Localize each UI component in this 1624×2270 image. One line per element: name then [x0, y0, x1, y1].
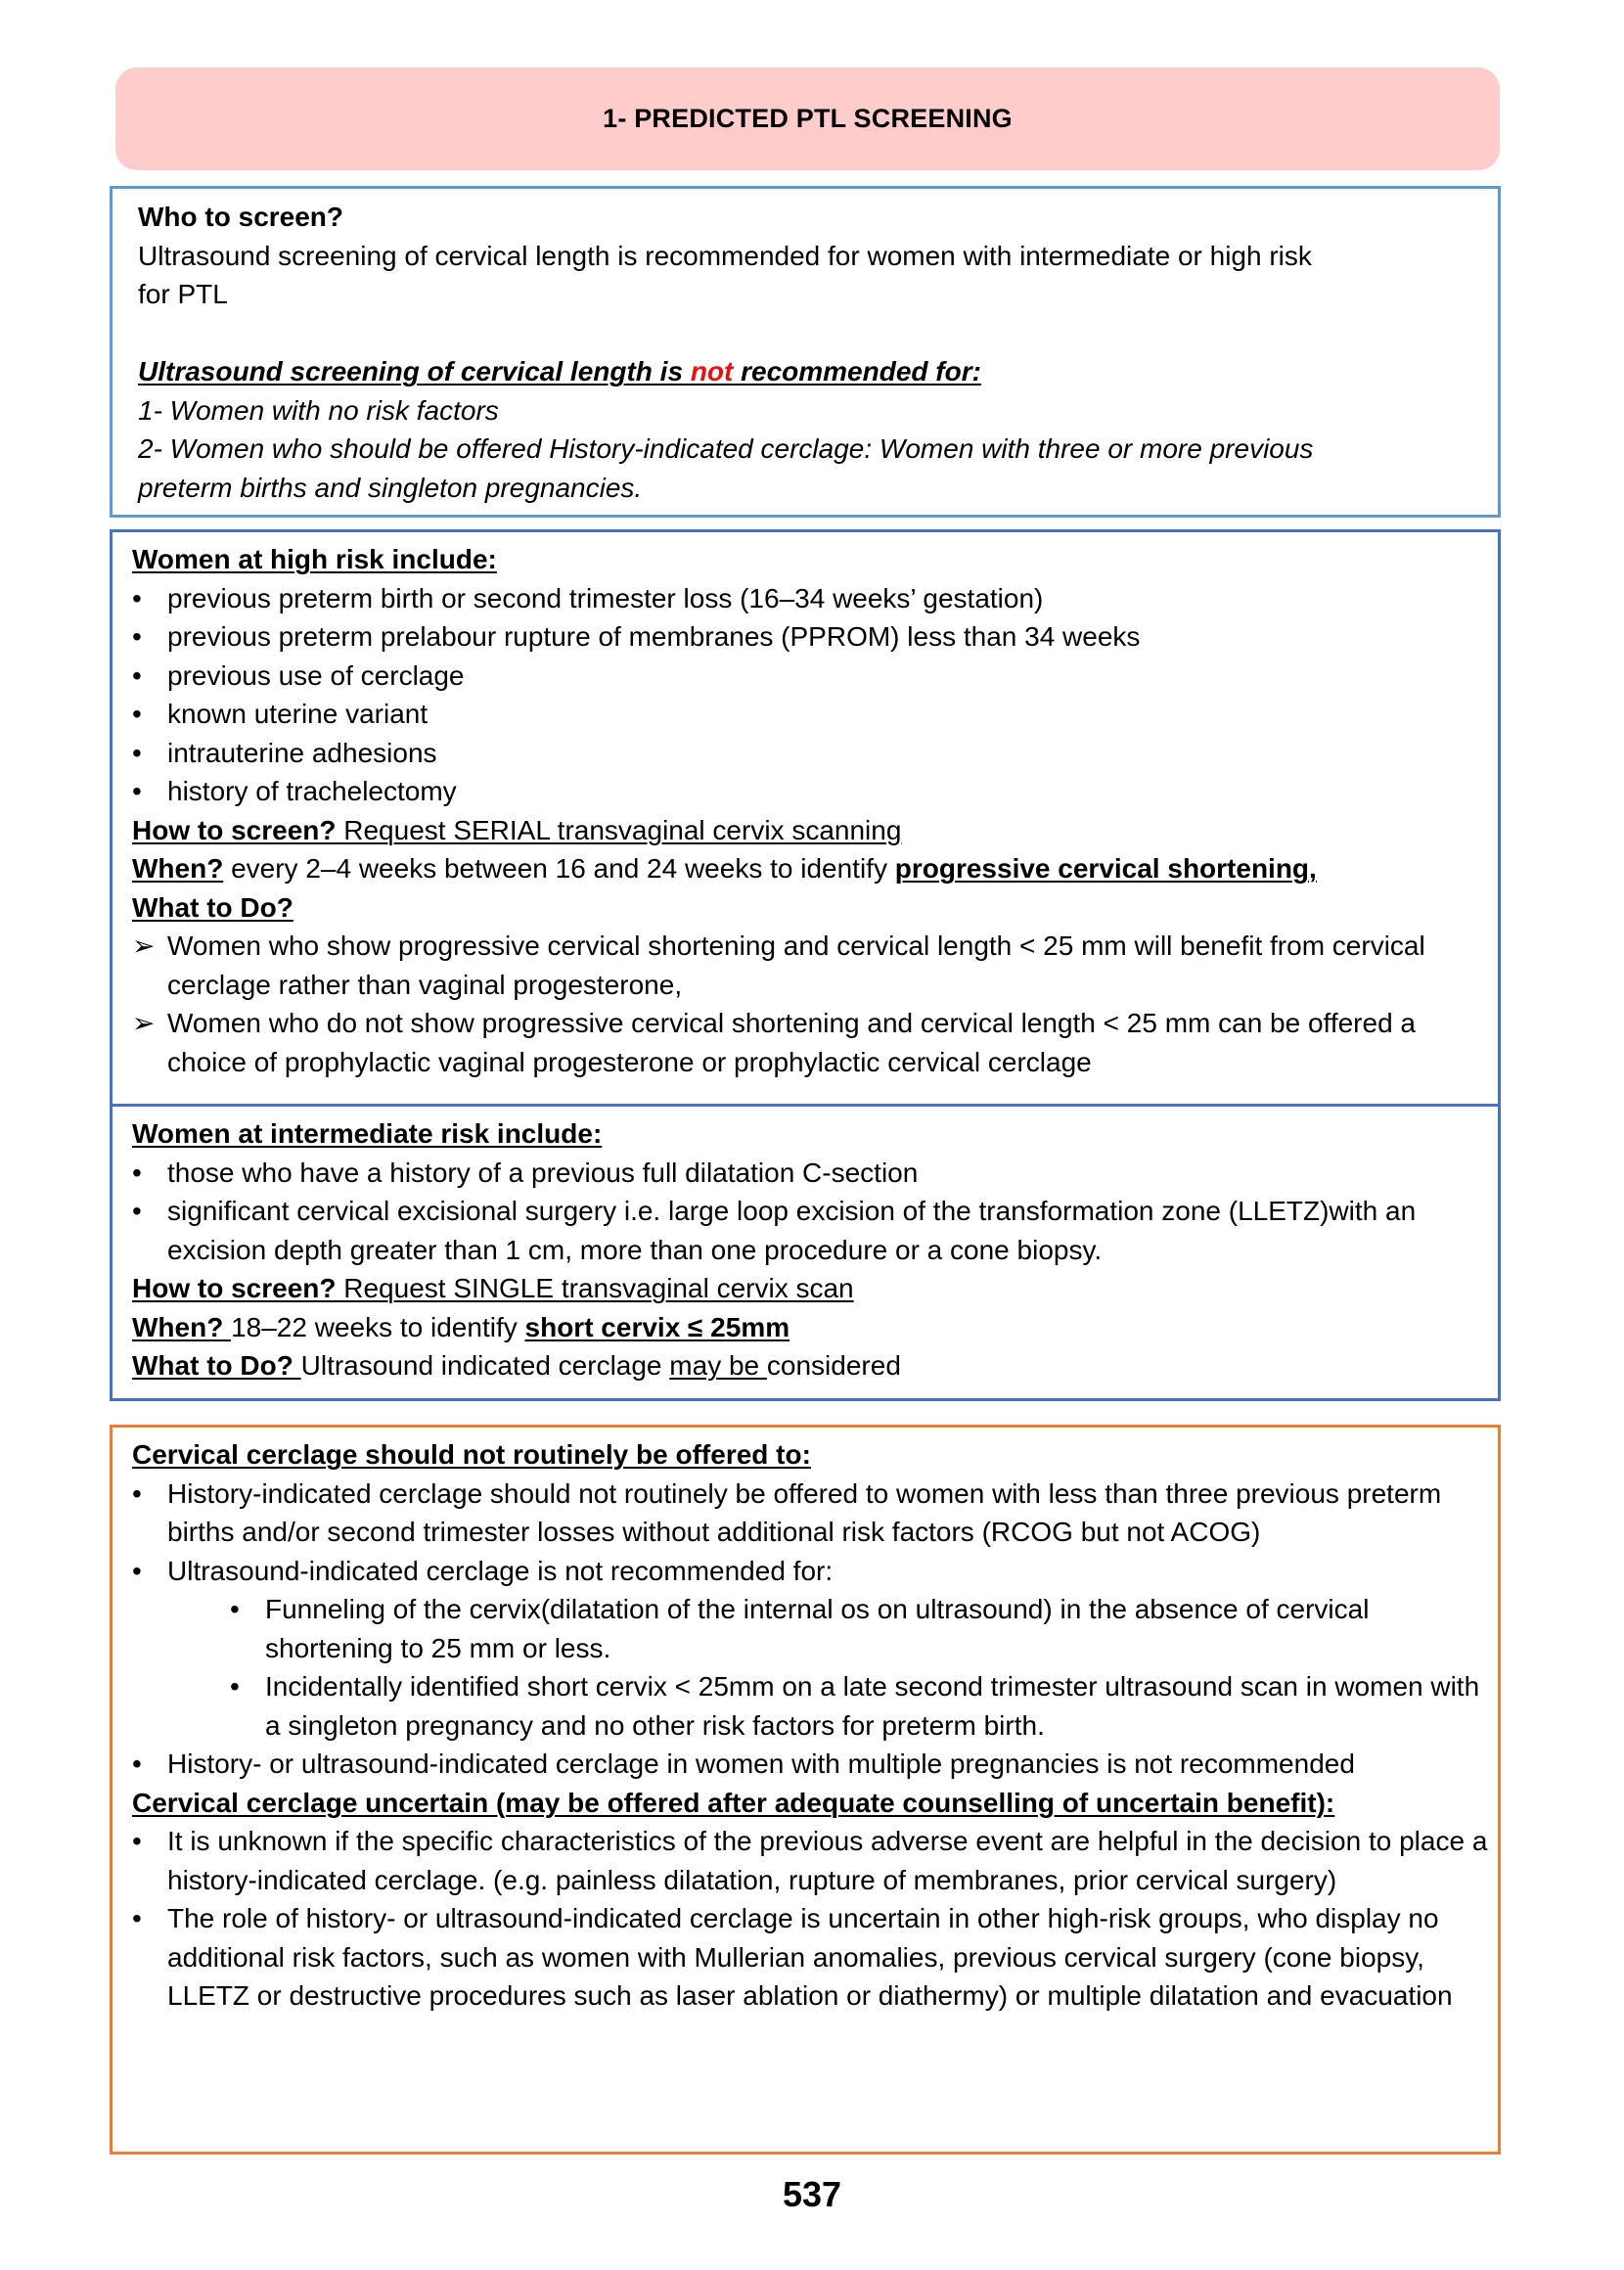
intermediate-when: When? 18–22 weeks to identify short cervix ≤ 25mm	[132, 1311, 790, 1342]
bullet-icon: •	[230, 1671, 240, 1702]
cerclage-box	[110, 1425, 1501, 2155]
intermediate-how-to-screen: How to screen? Request SINGLE transvaginal cervix scan	[132, 1273, 854, 1303]
bullet-icon: •	[132, 1157, 142, 1188]
high-risk-heading: Women at high risk include:	[132, 544, 497, 574]
action-item: ➢ Women who do not show progressive cervical shortening and cervical length < 25 mm can be offered a choice of prophylactic vaginal progesterone or prophylactic cervical cerclage	[132, 1004, 1488, 1081]
sub-list-item: • Incidentally identified short cervix < 25mm on a late second trimester ultrasound scan in women with a singleton pregnancy and no other risk factors for preterm birth.	[132, 1667, 1488, 1745]
bullet-icon: •	[132, 1826, 142, 1856]
list-item: • History- or ultrasound-indicated cerclage in women with multiple pregnancies is not recommended	[132, 1745, 1488, 1784]
not-recommended-heading: Ultrasound screening of cervical length is not recommended for:	[138, 356, 981, 386]
high-risk-when: When? every 2–4 weeks between 16 and 24 weeks to identify progressive cervical shortening,	[132, 853, 1317, 884]
list-item: • History-indicated cerclage should not routinely be offered to women with less than three previous preterm births and/or second trimester losses without additional risk factors (RCOG but not ACOG)	[132, 1475, 1488, 1552]
high-risk-what-to-do: What to Do?	[132, 891, 293, 923]
bullet-icon: •	[132, 737, 142, 768]
bullet-icon: •	[132, 776, 142, 806]
bullet-icon: •	[132, 1748, 142, 1779]
intermediate-risk-section	[113, 1107, 1498, 1385]
page-number: 537	[782, 2174, 842, 2214]
bullet-icon: •	[132, 659, 142, 691]
arrow-bullet-icon: ➢	[132, 931, 156, 961]
who-to-screen-box	[110, 186, 1501, 518]
list-item: • intrauterine adhesions	[132, 734, 1488, 773]
list-item: • It is unknown if the specific characteristics of the previous adverse event are helpful in the decision to place a history-indicated cerclage. (e.g. painless dilatation, rupture of membranes, prior cervical surgery)	[132, 1822, 1488, 1899]
list-item: • previous use of cerclage	[132, 657, 1488, 696]
cerclage-not-offered-heading: Cervical cerclage should not routinely be offered to:	[132, 1439, 811, 1470]
page-title: 1- PREDICTED PTL SCREENING	[603, 104, 1013, 133]
bullet-icon: •	[132, 1555, 142, 1586]
not-emphasis: not	[690, 356, 734, 386]
bullet-icon: •	[132, 1196, 142, 1226]
title-banner	[115, 68, 1500, 170]
list-item: • previous preterm prelabour rupture of membranes (PPROM) less than 34 weeks	[132, 617, 1488, 657]
high-risk-section	[113, 532, 1498, 1107]
list-item: • known uterine variant	[132, 695, 1488, 734]
bullet-icon: •	[132, 1903, 142, 1933]
who-to-screen-heading: Who to screen?	[138, 202, 344, 232]
bullet-icon: •	[132, 621, 142, 652]
sub-list-item: • Funneling of the cervix(dilatation of the internal os on ultrasound) in the absence of cervical shortening to 25 mm or less.	[132, 1590, 1488, 1667]
not-recommended-item-cont: preterm births and singleton pregnancies.	[138, 472, 643, 503]
bullet-icon: •	[132, 1477, 142, 1509]
intermediate-what-to-do: What to Do? Ultrasound indicated cerclage may be considered	[132, 1350, 901, 1381]
list-item: • history of trachelectomy	[132, 772, 1488, 811]
who-to-screen-text-cont: for PTL	[138, 279, 228, 309]
who-to-screen-text: Ultrasound screening of cervical length is recommended for women with intermediate or high risk	[138, 240, 1312, 271]
bullet-icon: •	[230, 1594, 240, 1624]
action-item: ➢ Women who show progressive cervical shortening and cervical length < 25 mm will benefit from cervical cerclage rather than vaginal progesterone,	[132, 927, 1488, 1004]
risk-groups-box	[110, 529, 1501, 1401]
cerclage-uncertain-heading: Cervical cerclage uncertain (may be offered after adequate counselling of uncertain benefit):	[132, 1787, 1335, 1818]
list-item: • The role of history- or ultrasound-indicated cerclage is uncertain in other high-risk groups, who display no additional risk factors, such as women with Mullerian anomalies, previous cervical surgery (cone biopsy, LLETZ or destructive procedures such as laser ablation or diathermy) or multiple dilatation and evacuation	[132, 1899, 1488, 2016]
bullet-icon: •	[132, 582, 142, 613]
intermediate-risk-heading: Women at intermediate risk include:	[132, 1118, 603, 1149]
not-recommended-item: 2- Women who should be offered History-indicated cerclage: Women with three or more previous	[138, 433, 1314, 464]
bullet-icon: •	[132, 699, 142, 729]
list-item: • significant cervical excisional surgery i.e. large loop excision of the transformation zone (LLETZ)with an excision depth greater than 1 cm, more than one procedure or a cone biopsy.	[132, 1192, 1488, 1269]
list-item: • those who have a history of a previous full dilatation C-section	[132, 1154, 1488, 1193]
list-item: • Ultrasound-indicated cerclage is not recommended for:	[132, 1552, 1488, 1591]
list-item: • previous preterm birth or second trimester loss (16–34 weeks’ gestation)	[132, 579, 1488, 618]
not-recommended-item: 1- Women with no risk factors	[138, 394, 499, 426]
arrow-bullet-icon: ➢	[132, 1008, 156, 1038]
high-risk-how-to-screen: How to screen? Request SERIAL transvaginal cervix scanning	[132, 814, 902, 845]
